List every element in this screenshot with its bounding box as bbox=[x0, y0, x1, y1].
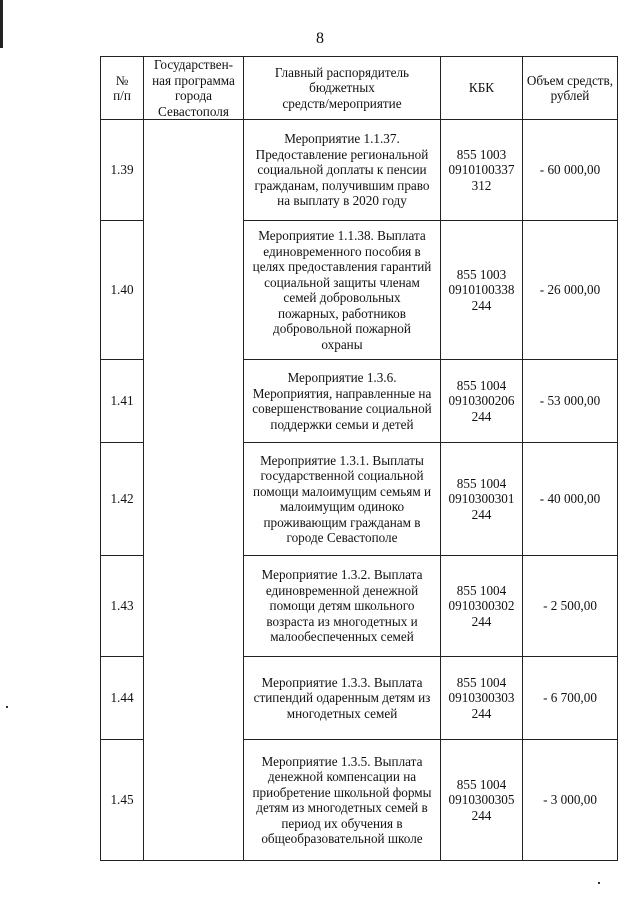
row-number: 1.42 bbox=[101, 443, 144, 556]
row-description: Мероприятие 1.3.3. Выплата стипендий одаренным детям из многодетных семей bbox=[244, 657, 441, 740]
table-header-row bbox=[101, 57, 618, 120]
row-kbk: 855 1004 0910300303 244 bbox=[441, 657, 523, 740]
page-number: 8 bbox=[316, 30, 324, 47]
row-description: Мероприятие 1.1.37. Предоставление региональной социальной доплаты к пенсии гражданам, получившим право на выплату в 2020 году bbox=[244, 120, 441, 221]
row-number: 1.39 bbox=[101, 120, 144, 221]
scan-speck bbox=[6, 706, 8, 708]
row-kbk: 855 1004 0910300302 244 bbox=[441, 556, 523, 657]
row-number: 1.44 bbox=[101, 657, 144, 740]
row-description: Мероприятие 1.3.2. Выплата единовременной денежной помощи детям школьного возраста из многодетных и малообеспеченных семей bbox=[244, 556, 441, 657]
header-num: № п/п bbox=[101, 57, 144, 120]
row-amount: - 40 000,00 bbox=[523, 443, 618, 556]
row-amount: - 6 700,00 bbox=[523, 657, 618, 740]
row-description: Мероприятие 1.3.5. Выплата денежной компенсации на приобретение школьной формы детям из многодетных семей в период их обучения в общеобразовательной школе bbox=[244, 740, 441, 861]
row-kbk: 855 1004 0910300206 244 bbox=[441, 360, 523, 443]
row-number: 1.45 bbox=[101, 740, 144, 861]
header-amount: Объем средств, рублей bbox=[523, 57, 618, 120]
budget-table bbox=[100, 56, 618, 861]
row-amount: - 53 000,00 bbox=[523, 360, 618, 443]
row-amount: - 2 500,00 bbox=[523, 556, 618, 657]
scan-speck bbox=[598, 882, 600, 884]
row-number: 1.40 bbox=[101, 221, 144, 360]
row-kbk: 855 1003 0910100338 244 bbox=[441, 221, 523, 360]
row-description: Мероприятие 1.3.1. Выплаты государственной социальной помощи малоимущим семьям и малоимущим одиноко проживающим гражданам в городе Севастополе bbox=[244, 443, 441, 556]
row-amount: - 60 000,00 bbox=[523, 120, 618, 221]
row-description: Мероприятие 1.3.6. Мероприятия, направленные на совершенствование социальной поддержки семьи и детей bbox=[244, 360, 441, 443]
row-description: Мероприятие 1.1.38. Выплата единовременного пособия в целях предоставления гарантий социальной защиты членам семей добровольных пожарных, работников добровольной пожарной охраны bbox=[244, 221, 441, 360]
program-cell bbox=[144, 120, 244, 861]
row-kbk: 855 1003 0910100337 312 bbox=[441, 120, 523, 221]
header-program: Государствен- ная программа города Севастополя bbox=[144, 57, 244, 120]
row-amount: - 26 000,00 bbox=[523, 221, 618, 360]
header-manager: Главный распорядитель бюджетных средств/мероприятие bbox=[244, 57, 441, 120]
table-row bbox=[101, 120, 618, 221]
header-kbk: КБК bbox=[441, 57, 523, 120]
row-kbk: 855 1004 0910300305 244 bbox=[441, 740, 523, 861]
row-number: 1.43 bbox=[101, 556, 144, 657]
row-amount: - 3 000,00 bbox=[523, 740, 618, 861]
row-kbk: 855 1004 0910300301 244 bbox=[441, 443, 523, 556]
row-number: 1.41 bbox=[101, 360, 144, 443]
